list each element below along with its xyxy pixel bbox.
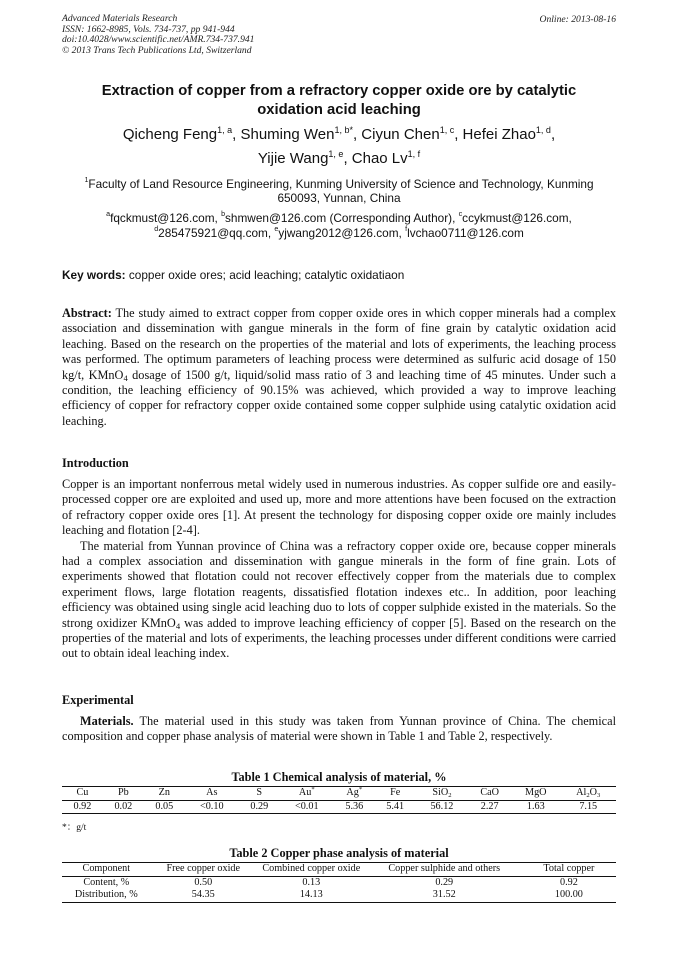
table2-cell: 0.13	[302, 876, 321, 888]
email-b[interactable]: shmwen@126.com (Corresponding Author),	[225, 211, 459, 225]
journal-header	[62, 14, 254, 56]
table2-cell: 14.13	[299, 889, 323, 900]
email-sup: a	[106, 210, 111, 218]
experimental-body	[62, 714, 616, 745]
table1-cell: 1.63	[526, 800, 545, 812]
intro-paragraph-1: Copper is an important nonferrous metal widely used in numerous industries. As copper sulfide ore and easily-processed copper ore are exploited and used up, more and more attentions have been focused on the extraction of refractory copper oxide ores [1]. At present the technology for disposing copper oxide ore mainly includes leaching and flotation [2-4].	[62, 477, 616, 538]
table1-header-row	[62, 787, 616, 801]
table1-cell: 56.12	[430, 800, 454, 812]
table1-header-cell: MgO	[511, 787, 560, 801]
table1-header-cell: Ag*	[334, 787, 375, 801]
affiliation-sup: 1	[84, 176, 89, 184]
affiliation-line-1	[62, 177, 616, 191]
keywords-text: copper oxide ores; acid leaching; catalytic oxidatiaon	[125, 268, 405, 282]
title-line-1: Extraction of copper from a refractory copper oxide ore by catalytic	[101, 83, 577, 99]
table1-header-cell: As	[185, 787, 239, 801]
table1-cell: 0.29	[250, 800, 269, 812]
author-name: Ciyun Chen	[361, 126, 440, 143]
table1	[62, 786, 616, 814]
abstract	[62, 306, 616, 429]
author-sup: 1, f	[407, 149, 421, 159]
table2-header-cell: Total copper	[522, 863, 616, 877]
title-line-2: oxidation acid leaching	[257, 102, 421, 118]
table2-cell: 0.29	[435, 876, 454, 888]
table2-cell: 100.00	[554, 889, 583, 900]
table1-header-cell: Zn	[144, 787, 185, 801]
table1-cell: 5.41	[386, 800, 405, 812]
email-list	[62, 211, 616, 241]
table2-header-cell: Combined copper oxide	[256, 863, 367, 877]
affiliation-line-2: 650093, Yunnan, China	[277, 191, 401, 205]
author-sep: ,	[454, 126, 463, 143]
email-sup: d	[154, 225, 159, 233]
author-sep: ,	[550, 126, 556, 143]
table1-cell: 0.92	[73, 800, 92, 812]
intro-paragraph-2	[62, 539, 616, 662]
author-sup: 1, e	[328, 149, 344, 159]
journal-copyright: © 2013 Trans Tech Publications Ltd, Switzerland	[62, 44, 252, 56]
abstract-text-2: dosage of 1500 g/t, liquid/solid mass ratio of 3 and leaching time of 45 minutes. Under such a condition, the leaching efficiency of 90.15% was achieved, which provided a way to improve leaching efficiency of copper for refractory copper oxide contained some copper sulphide using catalytic oxidation acid leaching.	[62, 367, 617, 428]
author-sep: ,	[232, 126, 241, 143]
table1-value-row	[62, 800, 616, 814]
email-line-1	[62, 211, 616, 226]
intro-p2-text-2: was added to improve leaching efficiency of copper [5]. Based on the research on the properties of the material and lots of experiments, the leaching processes under different conditions were carried out to obtain ideal leaching index.	[62, 615, 616, 661]
author-line-2	[62, 147, 616, 171]
email-sup: e	[274, 225, 279, 233]
table2-cell: 0.50	[194, 876, 213, 888]
table2-header-cell: Component	[62, 863, 151, 877]
table2-header-cell: Free copper oxide	[151, 863, 256, 877]
email-a[interactable]: fqckmust@126.com,	[110, 211, 222, 225]
email-e[interactable]: yjwang2012@126.com,	[278, 226, 406, 240]
author-sup: 1, b*	[334, 125, 353, 135]
table1-header-cell: Au*	[280, 787, 334, 801]
introduction-heading: Introduction	[62, 456, 129, 470]
journal-name: Advanced Materials Research	[62, 13, 178, 24]
table1-note: *：g/t	[62, 823, 87, 833]
journal-issn: ISSN: 1662-8985, Vols. 734-737, pp 941-944	[62, 23, 235, 35]
author-name: Shuming Wen	[240, 126, 335, 143]
table1-header-cell: S	[239, 787, 280, 801]
keywords	[62, 268, 616, 282]
abstract-text-1: The study aimed to extract copper from copper oxide ores in which copper minerals had a complex association and dissemination with gangue minerals in the form of fine grain by catalytic oxidation acid leaching. Based on the research on the properties of the material and lots of experiments, the leaching process was performed. The optimum parameters of leaching process were determined as sulfuric acid dosage of 150 kg/t, KMnO	[62, 306, 616, 382]
email-line-2	[62, 226, 616, 241]
keywords-label: Key words:	[62, 268, 126, 282]
abstract-sub: 4	[123, 372, 128, 383]
table1-cell: <0.10	[199, 800, 224, 812]
materials-label: Materials.	[80, 714, 134, 728]
table1-header-cell: Fe	[375, 787, 416, 801]
table1-cell: 0.02	[114, 800, 133, 812]
online-date: Online: 2013-08-16	[539, 14, 616, 25]
author-sep: ,	[352, 126, 362, 143]
table1-cell: 5.36	[345, 800, 364, 812]
table2-row	[62, 876, 616, 889]
table2-cell: 0.92	[559, 876, 578, 888]
table1-header-cell: Pb	[103, 787, 144, 801]
materials-text: The material used in this study was taken from Yunnan province of China. The chemical composition and copper phase analysis of material were shown in Table 1 and Table 2, respectively.	[62, 714, 616, 744]
author-list	[62, 123, 616, 171]
introduction-body	[62, 477, 616, 662]
email-d[interactable]: 285475921@qq.com,	[158, 226, 275, 240]
journal-doi[interactable]: doi:10.4028/www.scientific.net/AMR.734-737.941	[62, 34, 255, 46]
author-sup: 1, d	[535, 125, 551, 135]
author-line-1	[62, 123, 616, 147]
abstract-label: Abstract:	[62, 306, 112, 320]
affiliation	[62, 177, 616, 205]
table2-row	[62, 889, 616, 902]
table2-cell: 31.52	[432, 889, 456, 900]
email-c[interactable]: ccykmust@126.com,	[462, 211, 572, 225]
table2-cell: Content, %	[83, 876, 130, 888]
table1-cell: <0.01	[294, 800, 319, 812]
affiliation-text: Faculty of Land Resource Engineering, Kunming University of Science and Technology, Kunming	[88, 177, 594, 191]
table1-cell: 2.27	[480, 800, 499, 812]
table1-header-cell: $Al_2O_3$	[560, 787, 616, 801]
author-sup: 1, a	[217, 125, 233, 135]
author-name: Chao Lv	[351, 150, 408, 167]
table2-caption: Table 2 Copper phase analysis of material	[229, 846, 449, 860]
email-sup: c	[458, 210, 463, 218]
table1-cell: 0.05	[155, 800, 174, 812]
table1-header-cell: SiO$_2$	[416, 787, 469, 801]
table2-header-row	[62, 863, 616, 877]
author-sup: 1, c	[439, 125, 455, 135]
experimental-heading: Experimental	[62, 693, 134, 707]
author-name: Qicheng Feng	[122, 126, 218, 143]
table1-cell: 7.15	[579, 800, 598, 812]
table1-caption: Table 1 Chemical analysis of material, %	[231, 770, 447, 784]
email-sup: b	[221, 210, 226, 218]
author-name: Yijie Wang	[257, 150, 329, 167]
table1-header-cell: Cu	[62, 787, 103, 801]
author-name: Hefei Zhao	[462, 126, 536, 143]
author-sep: ,	[343, 150, 352, 167]
email-sup: f	[405, 225, 408, 233]
intro-p2-sub: 4	[175, 620, 181, 631]
table2-cell: 54.35	[191, 889, 215, 900]
intro-p2-text-1: The material from Yunnan province of China was a refractory copper oxide ore, because copper minerals had a complex association and dissemination with gangue minerals in the form of fine grain. Lots of experiments showed that flotation could not recover effectively copper from the materials due to complex experiment flows, large flotation reagents, dissatisfied flotation indexes etc.. In addition, poor leaching efficiency was obtained using single acid leaching duo to lots of copper sulphide existed in the materials. So the strong oxidizer KMnO	[62, 538, 616, 630]
email-f[interactable]: lvchao0711@126.com	[407, 226, 524, 240]
table2-header-cell: Copper sulphide and others	[367, 863, 522, 877]
table2-cell: Distribution, %	[74, 889, 138, 900]
paper-title	[62, 82, 616, 120]
table2	[62, 862, 616, 903]
table1-header-cell: CaO	[468, 787, 511, 801]
